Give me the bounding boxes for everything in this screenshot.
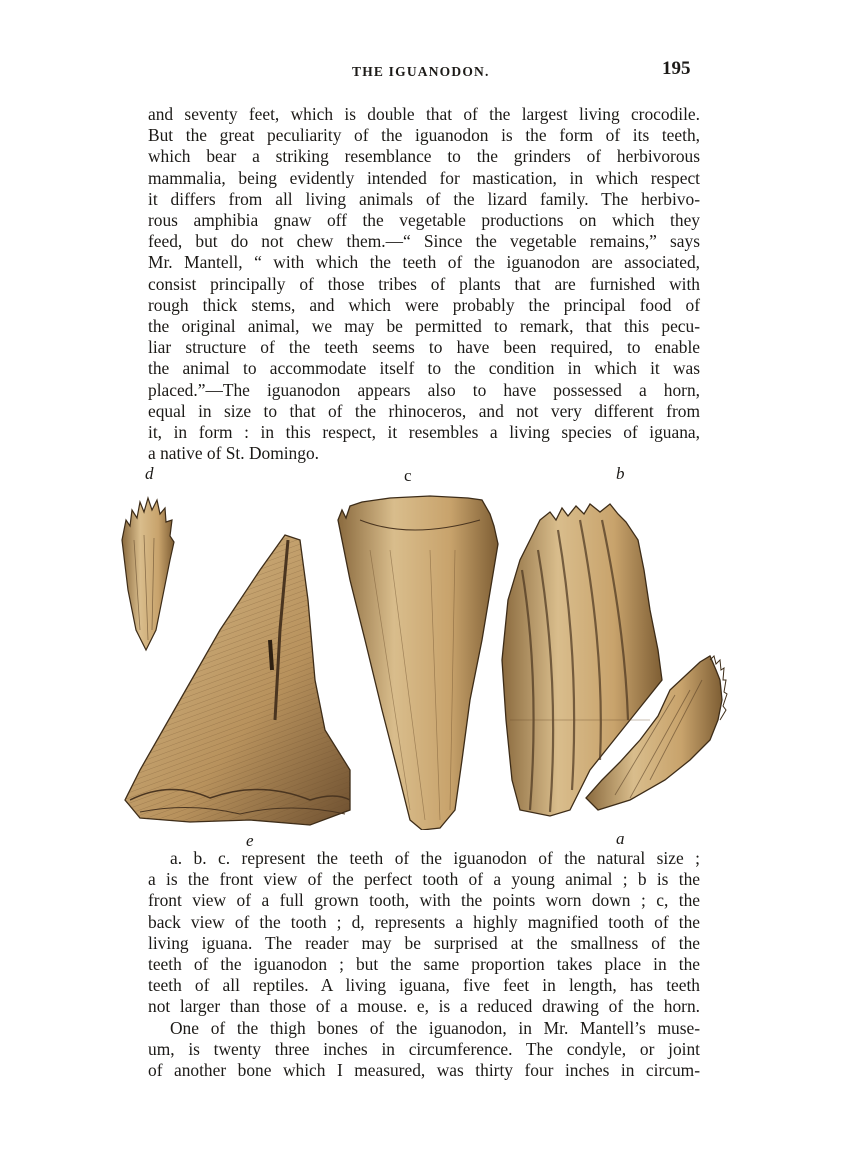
text-line: the animal to accommodate itself to the condition in which it was bbox=[148, 358, 700, 379]
tooth-d-drawing bbox=[122, 498, 174, 650]
text-line: One of the thigh bones of the iguanodon, in Mr. Mantell’s muse- bbox=[170, 1017, 700, 1038]
figure-label-b: b bbox=[616, 464, 625, 483]
text-line: it, in form : in this respect, it resembles a living species of iguana, bbox=[148, 422, 700, 443]
text-line: not larger than those of a mouse. e, is a reduced drawing of the horn. bbox=[148, 996, 700, 1017]
text-line: equal in size to that of the rhinoceros, and not very different from bbox=[148, 400, 700, 421]
text-line: and seventy feet, which is double that of the largest living crocodile. bbox=[148, 104, 700, 124]
running-title: THE IGUANODON. bbox=[352, 64, 490, 79]
text-line: mammalia, being evidently intended for mastication, in which respect bbox=[148, 167, 700, 188]
text-line: teeth of all reptiles. A living iguana, five feet in length, has teeth bbox=[148, 975, 700, 996]
text-line: rough thick stems, and which were probably the principal food of bbox=[148, 294, 700, 315]
text-line: Mr. Mantell, “ with which the teeth of the iguanodon are associated, bbox=[148, 252, 700, 273]
text-line: a native of St. Domingo. bbox=[148, 443, 319, 464]
text-line: consist principally of those tribes of plants that are furnished with bbox=[148, 273, 700, 294]
iguanodon-teeth-engraving bbox=[110, 480, 730, 830]
text-line: feed, but do not chew them.—“ Since the vegetable remains,” says bbox=[148, 231, 700, 252]
text-line: a is the front view of the perfect tooth of a young animal ; b is the bbox=[148, 869, 700, 890]
text-line: which bear a striking resemblance to the grinders of herbivorous bbox=[148, 146, 700, 167]
text-line: the original animal, we may be permitted to remark, that this pecu- bbox=[148, 316, 700, 337]
text-line: of another bone which I measured, was thirty four inches in circum- bbox=[148, 1060, 700, 1081]
text-line: back view of the tooth ; d, represents a highly magnified tooth of the bbox=[148, 911, 700, 932]
text-line: a. b. c. represent the teeth of the iguanodon of the natural size ; bbox=[170, 848, 700, 868]
text-line: um, is twenty three inches in circumference. The condyle, or joint bbox=[148, 1038, 700, 1059]
text-line: liar structure of the teeth seems to have been required, to enable bbox=[148, 337, 700, 358]
figure-label-c: c bbox=[404, 466, 412, 485]
text-line: placed.”—The iguanodon appears also to have possessed a horn, bbox=[148, 379, 700, 400]
text-line: living iguana. The reader may be surprised at the smallness of the bbox=[148, 932, 700, 953]
body-paragraph-1 bbox=[148, 104, 700, 464]
text-line: rous amphibia gnaw off the vegetable productions on which they bbox=[148, 210, 700, 231]
figure-label-a: a bbox=[616, 829, 625, 848]
text-line: front view of a full grown tooth, with the points worn down ; c, the bbox=[148, 890, 700, 911]
figure-label-e: e bbox=[246, 831, 254, 850]
tooth-c-drawing bbox=[338, 496, 498, 830]
text-line: But the great peculiarity of the iguanodon is the form of its teeth, bbox=[148, 125, 700, 146]
figure-label-d: d bbox=[145, 464, 154, 483]
text-line: teeth of the iguanodon ; but the same proportion takes place in the bbox=[148, 954, 700, 975]
page-number: 195 bbox=[662, 58, 691, 79]
figure-caption bbox=[148, 848, 700, 1081]
text-line: it differs from all living animals of the lizard family. The herbivo- bbox=[148, 188, 700, 209]
